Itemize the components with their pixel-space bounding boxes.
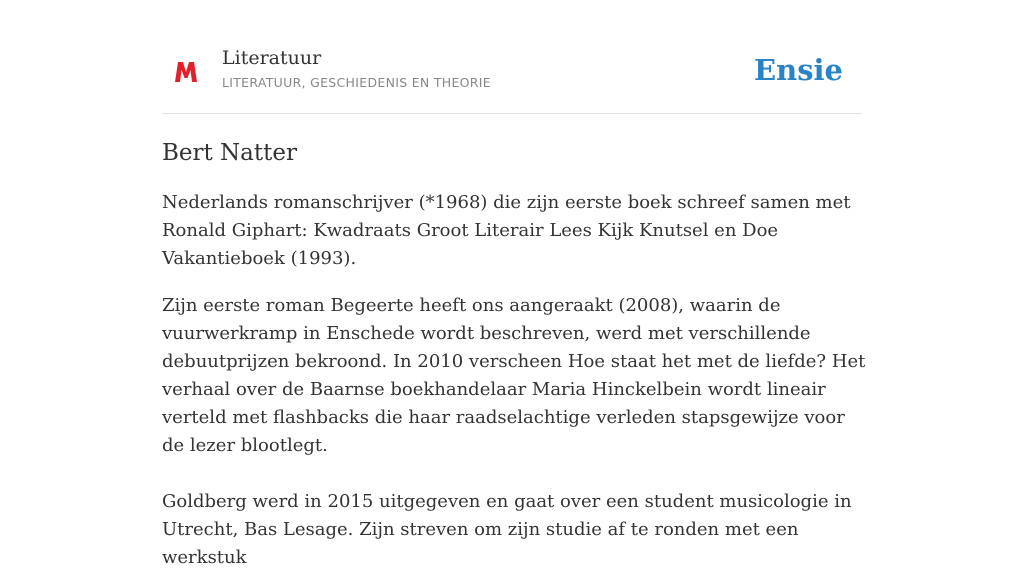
category-subtitle: LITERATUUR, GESCHIEDENIS EN THEORIE: [222, 75, 491, 90]
brand-logo[interactable]: Ensie: [754, 53, 843, 87]
article-title: Bert Natter: [162, 140, 297, 166]
site-header: [162, 0, 862, 114]
article-content: [162, 136, 867, 572]
category-title[interactable]: Literatuur: [222, 47, 322, 69]
article-paragraph: Goldberg werd in 2015 uitgegeven en gaat over een student musicologie in Utrecht, Bas Lesage. Zijn streven om zijn studie af te ronden met een werkstuk: [162, 491, 852, 568]
article-paragraph: Nederlands romanschrijver (*1968) die zijn eerste boek schreef samen met Ronald Giphart: Kwadraats Groot Literair Lees Kijk Knutsel en Doe Vakantieboek (1993).: [162, 192, 851, 269]
article-paragraph: Zijn eerste roman Begeerte heeft ons aangeraakt (2008), waarin de vuurwerkramp in Enschede wordt beschreven, werd met verschillende debuutprijzen bekroond. In 2010 verscheen Hoe staat het met de liefde? Het verhaal over de Baarnse boekhandelaar Maria Hinckelbein wordt lineair verteld met flashbacks die haar raadselachtige verleden stapsgewijze voor de lezer blootlegt.: [162, 295, 866, 456]
m-logo-icon[interactable]: [172, 56, 200, 86]
